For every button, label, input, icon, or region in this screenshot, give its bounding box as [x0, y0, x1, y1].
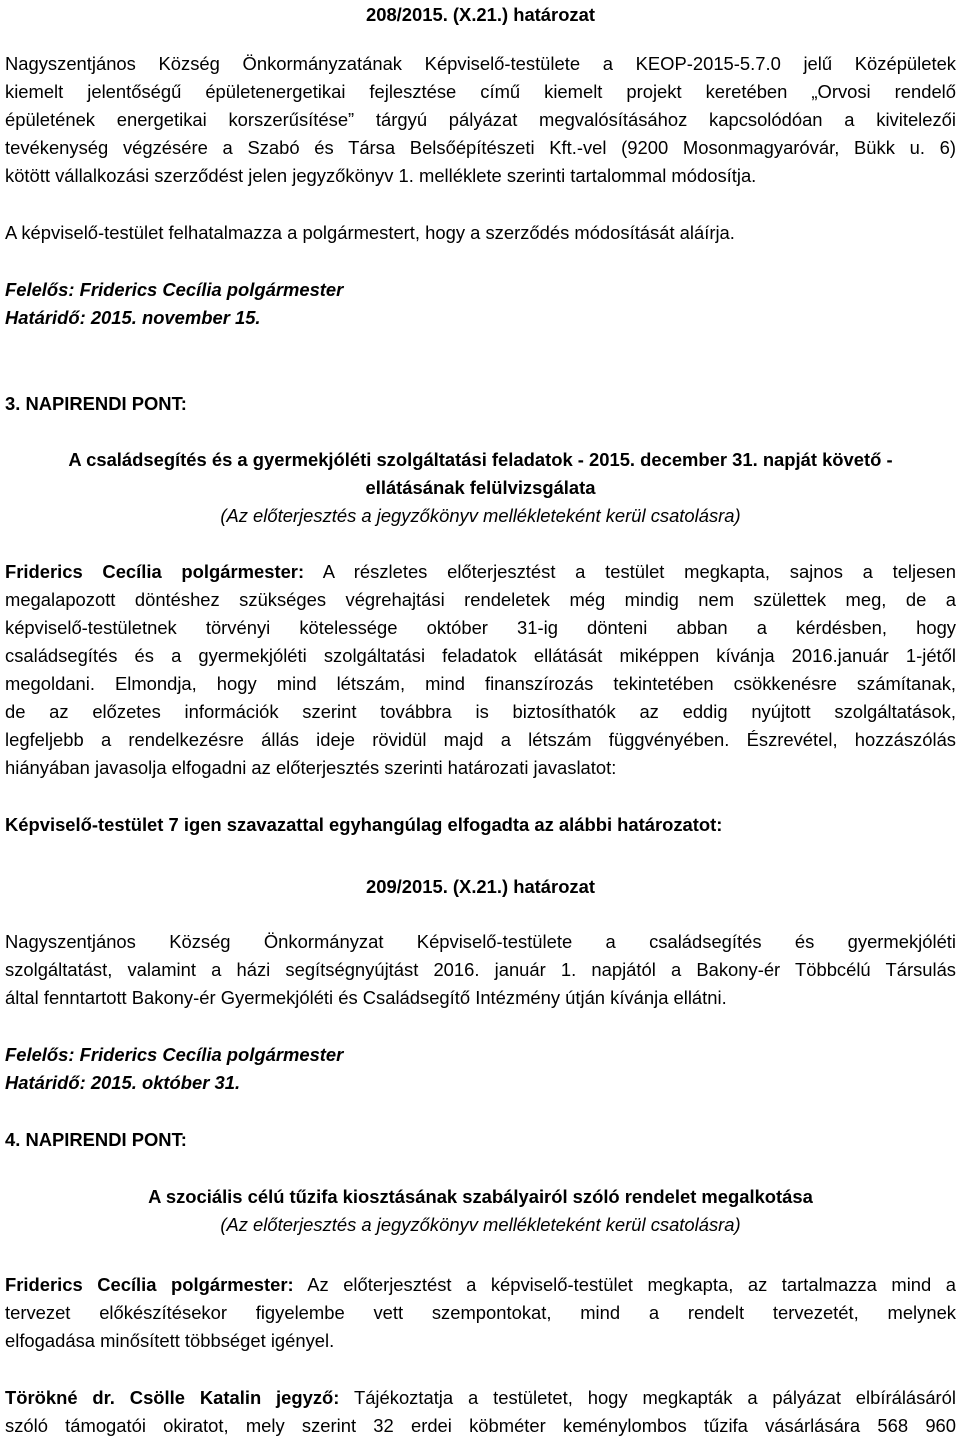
speech-line: [5, 558, 956, 586]
paragraph-line: által fenntartott Bakony-ér Gyermekjóléti és Családsegítő Intézmény útján kívánja ellátni.: [5, 987, 727, 1008]
clerk-name-plain: Törökné dr.: [5, 1387, 130, 1408]
speech-line: családsegítés és a gyermekjóléti szolgáltatási feladatok ellátását miképpen kívánja 2016.január 1-jétől: [5, 645, 956, 666]
paragraph-line: tevékenység végzésére a Szabó és Társa Belsőépítészeti Kft.-vel (9200 Mosonmagyaróvár, Bükk u. 6): [5, 137, 956, 158]
speech-line: hiányában javasolja elfogadni az előterjesztés szerinti határozati javaslatot:: [5, 757, 617, 778]
deadline-line: Határidő: 2015. október 31.: [5, 1072, 241, 1093]
paragraph-line: szolgáltatást, valamint a házi segítségnyújtást 2016. január 1. napjától a Bakony-ér Többcélú Társulás: [5, 959, 956, 980]
speech-line: elfogadása minősített többséget igényel.: [5, 1330, 335, 1351]
paragraph-line: kiemelt jelentőségű épületenergetikai fejlesztése című kiemelt projekt keretében „Orvosi rendelő: [5, 81, 956, 102]
speaker-name: Friderics Cecília polgármester:: [5, 1274, 294, 1295]
agenda-title-line: ellátásának felülvizsgálata: [365, 477, 596, 498]
speech-line: [5, 1271, 956, 1299]
paragraph-line: kötött vállalkozási szerződést jelen jegyzőkönyv 1. melléklete szerinti tartalommal módosítja.: [5, 165, 757, 186]
attachment-note: (Az előterjesztés a jegyzőkönyv mellékleteként kerül csatolásra): [220, 505, 741, 526]
speech-line: tervezet előkészítésekor figyelembe vett szempontokat, mind a rendelt tervezetét, melynek: [5, 1302, 956, 1323]
speech-text: Az előterjesztést a képviselő-testület megkapta, az tartalmazza mind a: [293, 1274, 956, 1295]
speech-text: Tájékoztatja a testületet, hogy megkapták a pályázat elbírálásáról: [339, 1387, 956, 1408]
vote-result: Képviselő-testület 7 igen szavazattal egyhangúlag elfogadta az alábbi határozatot:: [5, 814, 723, 835]
decision-title: 208/2015. (X.21.) határozat: [366, 4, 595, 25]
responsible-line: Felelős: Friderics Cecília polgármester: [5, 279, 344, 300]
deadline-line: Határidő: 2015. november 15.: [5, 307, 261, 328]
paragraph-line: Nagyszentjános Község Önkormányzat Képviselő-testülete a családsegítés és gyermekjóléti: [5, 931, 956, 952]
paragraph-line: Nagyszentjános Község Önkormányzatának Képviselő-testülete a KEOP-2015-5.7.0 jelű Középületek: [5, 53, 956, 74]
clerk-name: Csölle Katalin jegyző:: [129, 1387, 340, 1408]
agenda-title-line: A családsegítés és a gyermekjóléti szolgáltatási feladatok - 2015. december 31. napját követő -: [68, 449, 893, 470]
speech-line: megalapozott döntéshez szükséges végrehajtási rendeletek még mindig nem születtek meg, de a: [5, 589, 956, 610]
speech-line: megoldani. Elmondja, hogy mind létszám, mind finanszírozás tekintetében csökkenésre számítanak,: [5, 673, 956, 694]
speech-line: de az előzetes információk szerint továbbra is biztosíthatók az eddig nyújtott szolgáltatások,: [5, 701, 956, 722]
speaker-name: Friderics Cecília polgármester:: [5, 561, 305, 582]
authorization-text: A képviselő-testület felhatalmazza a polgármestert, hogy a szerződés módosítását aláírja.: [5, 222, 735, 243]
responsible-line: Felelős: Friderics Cecília polgármester: [5, 1044, 344, 1065]
attachment-note: (Az előterjesztés a jegyzőkönyv mellékleteként kerül csatolásra): [220, 1214, 741, 1235]
speech-line: szóló támogatói okiratot, mely szerint 32 erdei köbméter keménylombos tűzifa vásárlására 568 960: [5, 1415, 956, 1436]
agenda-title-line: A szociális célú tűzifa kiosztásának szabályairól szóló rendelet megalkotása: [148, 1186, 813, 1207]
speech-text: A részletes előterjesztést a testület megkapta, sajnos a teljesen: [304, 561, 956, 582]
speech-line: [5, 1384, 956, 1412]
speech-line: legfeljebb a rendelkezésre állás ideje rövidül majd a létszám függvényében. Észrevétel, hozzászólás: [5, 729, 956, 750]
agenda-heading: 4. NAPIRENDI PONT:: [5, 1129, 187, 1150]
decision-title: 209/2015. (X.21.) határozat: [366, 876, 595, 897]
speech-line: képviselő-testületnek törvényi kötelessége október 31-ig dönteni abban a kérdésben, hogy: [5, 617, 956, 638]
agenda-heading: 3. NAPIRENDI PONT:: [5, 393, 187, 414]
paragraph-line: épületének energetikai korszerűsítése” tárgyú pályázat megvalósításához kapcsolódóan a kivitelezői: [5, 109, 956, 130]
